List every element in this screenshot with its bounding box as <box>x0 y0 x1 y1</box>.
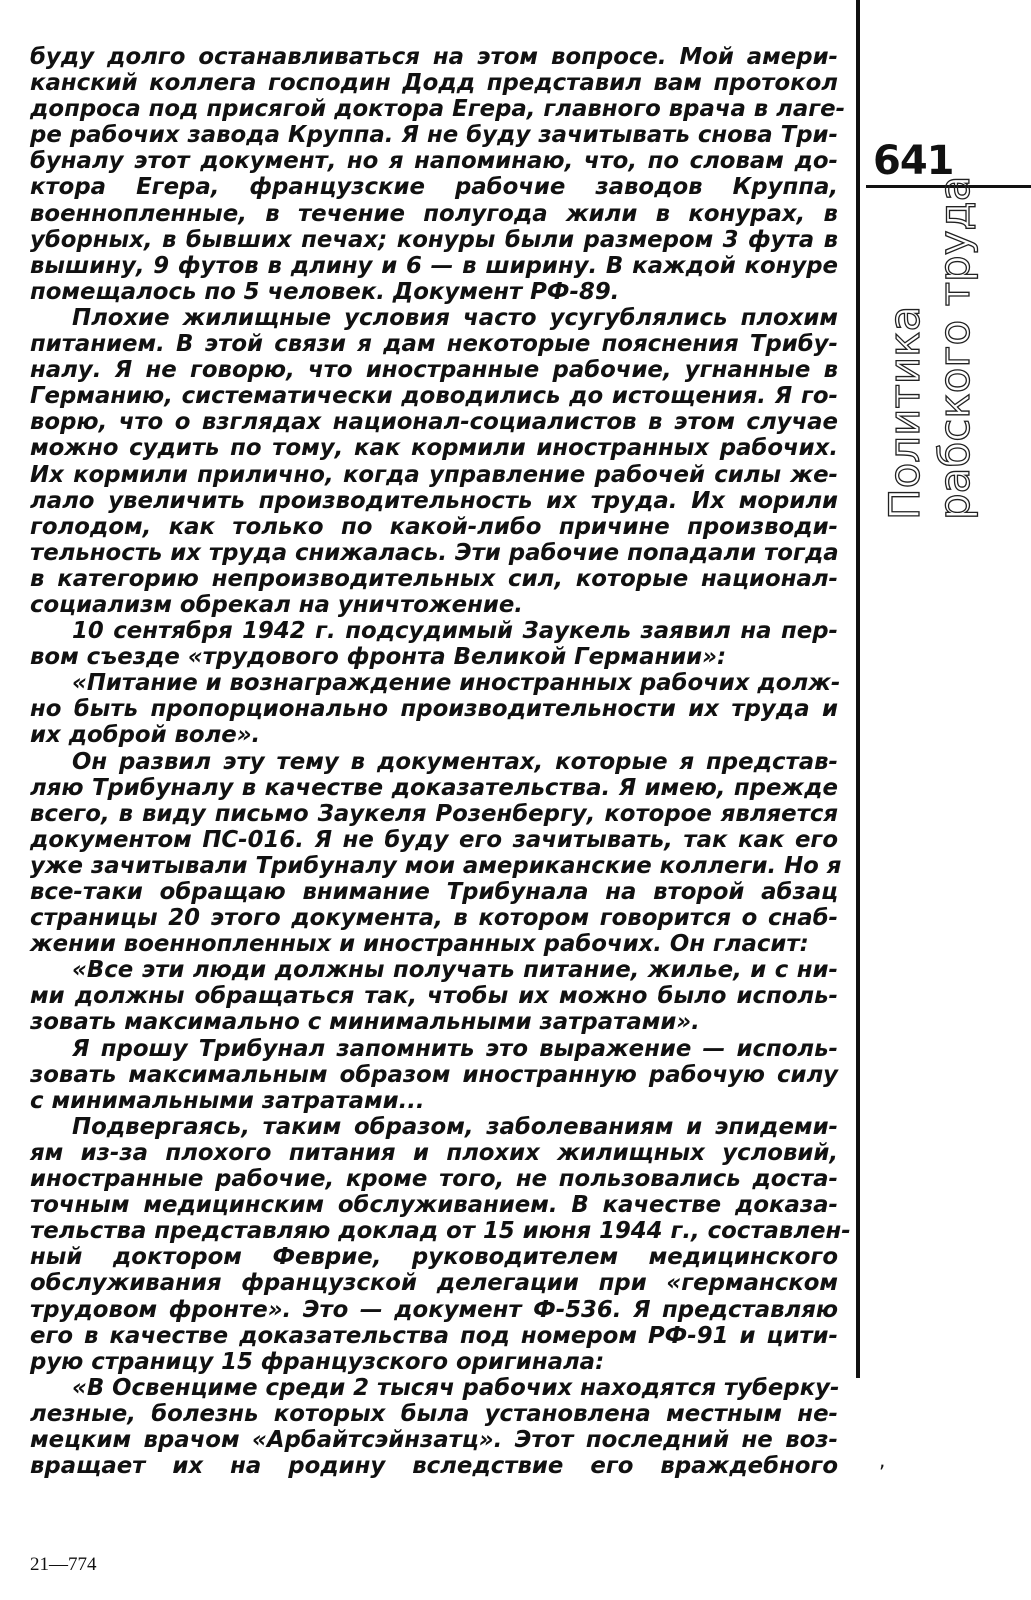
text-line: 10 сентября 1942 г. подсудимый Заукель заявил на пер- <box>72 618 838 645</box>
text-line: канский коллега господин Додд представил вам протокол <box>30 70 838 97</box>
text-line: Я прошу Трибунал запомнить это выражение — исполь- <box>72 1035 838 1062</box>
text-line: уже зачитывали Трибуналу мои американские коллеги. Но я <box>30 852 842 879</box>
vertical-rule <box>856 0 860 1378</box>
text-line: всего, в виду письмо Заукеля Розенбергу, которое является <box>30 800 838 827</box>
text-line: в категорию непроизводительных сил, которые национал- <box>30 565 838 592</box>
page-number: 641 <box>873 138 954 184</box>
text-line: Германию, систематически доводились до истощения. Я го- <box>30 383 838 410</box>
text-line: но быть пропорционально производительности их труда и <box>30 696 838 723</box>
text-line: Он развил эту тему в документах, которые я представ- <box>72 748 838 775</box>
text-line: голодом, как только по какой-либо причине производи- <box>30 513 838 540</box>
text-line: ворю, что о взглядах национал-социалистов в этом случае <box>30 409 838 436</box>
text-line: рую страницу 15 французского оригинала: <box>30 1348 605 1375</box>
running-head <box>880 160 980 520</box>
text-line: трудовом фронте». Это — документ Ф-536. Я представляю <box>30 1296 838 1323</box>
text-line: лезные, болезнь которых была установлена местным не- <box>30 1400 838 1427</box>
text-line: Плохие жилищные условия часто усугублялись плохим <box>72 304 838 331</box>
margin-mark: , <box>879 1448 886 1472</box>
text-line: мецким врачом «Арбайтсэйнзатц». Этот последний не воз- <box>30 1426 838 1453</box>
text-line: с минимальными затратами... <box>30 1087 425 1114</box>
text-line: ный доктором Феврие, руководителем медицинского <box>30 1244 838 1271</box>
text-line: буду долго останавливаться на этом вопросе. Мой амери- <box>30 44 838 70</box>
text-line: ям из-за плохого питания и плохих жилищных условий, <box>30 1139 838 1166</box>
text-line: зовать максимально с минимальными затратами». <box>30 1009 700 1036</box>
text-line: тельность их труда снижалась. Эти рабочие попадали тогда <box>30 539 839 566</box>
text-line: вом съезде «трудового фронта Великой Германии»: <box>30 644 727 671</box>
text-line: ре рабочих завода Круппа. Я не буду зачитывать снова Три- <box>30 122 838 149</box>
printer-signature: 21—774 <box>30 1554 97 1575</box>
text-line: зовать максимальным образом иностранную рабочую силу <box>30 1061 838 1088</box>
text-line: уборных, в бывших печах; конуры были размером 3 фута в <box>30 226 838 253</box>
text-line: лало увеличить производительность их труда. Их морили <box>30 487 838 514</box>
text-line: тельства представляю доклад от 15 июня 1944 г., составлен- <box>30 1218 851 1245</box>
text-line: вышину, 9 футов в длину и 6 — в ширину. В каждой конуре <box>30 252 838 279</box>
text-line: ми должны обращаться так, чтобы их можно было исполь- <box>30 983 838 1010</box>
body-text <box>30 44 851 1480</box>
text-line: помещалось по 5 человек. Документ РФ-89. <box>30 278 620 305</box>
text-line: «В Освенциме среди 2 тысяч рабочих находятся туберку- <box>72 1374 840 1401</box>
text-line: ляю Трибуналу в качестве доказательства. Я имею, прежде <box>30 774 838 801</box>
text-line: Их кормили прилично, когда управление рабочей силы же- <box>30 461 838 488</box>
text-line: обслуживания французской делегации при «германском <box>30 1270 838 1297</box>
text-line: документом ПС-016. Я не буду его зачитывать, так как его <box>30 826 838 853</box>
text-line: допроса под присягой доктора Егера, главного врача в лаге- <box>30 96 846 123</box>
text-line: Подвергаясь, таким образом, заболеваниям и эпидеми- <box>72 1113 838 1140</box>
text-line: «Все эти люди должны получать питание, жилье, и с ни- <box>72 957 838 984</box>
text-line: иностранные рабочие, кроме того, не пользовались доста- <box>30 1166 838 1193</box>
text-line: страницы 20 этого документа, в котором говорится о снаб- <box>30 905 838 932</box>
text-line: «Питание и вознаграждение иностранных рабочих долж- <box>72 670 841 697</box>
text-line: точным медицинским обслуживанием. В качестве доказа- <box>30 1192 838 1219</box>
text-line: налу. Я не говорю, что иностранные рабочие, угнанные в <box>30 357 838 384</box>
text-line: можно судить по тому, как кормили иностранных рабочих. <box>30 435 838 462</box>
text-line: вращает их на родину вследствие его враждебного <box>30 1453 838 1480</box>
text-line: военнопленные, в течение полугода жили в конурах, в <box>30 200 838 227</box>
text-line: ктора Егера, французские рабочие заводов Круппа, <box>30 174 838 201</box>
running-head-line-2: рабского труда <box>930 175 979 520</box>
text-line: питанием. В этой связи я дам некоторые пояснения Трибу- <box>30 331 838 358</box>
text-line: все-таки обращаю внимание Трибунала на второй абзац <box>30 879 838 905</box>
running-head-line-1: Политика <box>880 305 929 520</box>
text-line: его в качестве доказательства под номером РФ-91 и цити- <box>30 1322 838 1349</box>
text-line: жении военнопленных и иностранных рабочих. Он гласит: <box>30 931 809 958</box>
text-line: социализм обрекал на уничтожение. <box>30 591 523 618</box>
text-line: буналу этот документ, но я напоминаю, что, по словам до- <box>30 148 838 175</box>
text-line: их доброй воле». <box>30 722 261 749</box>
